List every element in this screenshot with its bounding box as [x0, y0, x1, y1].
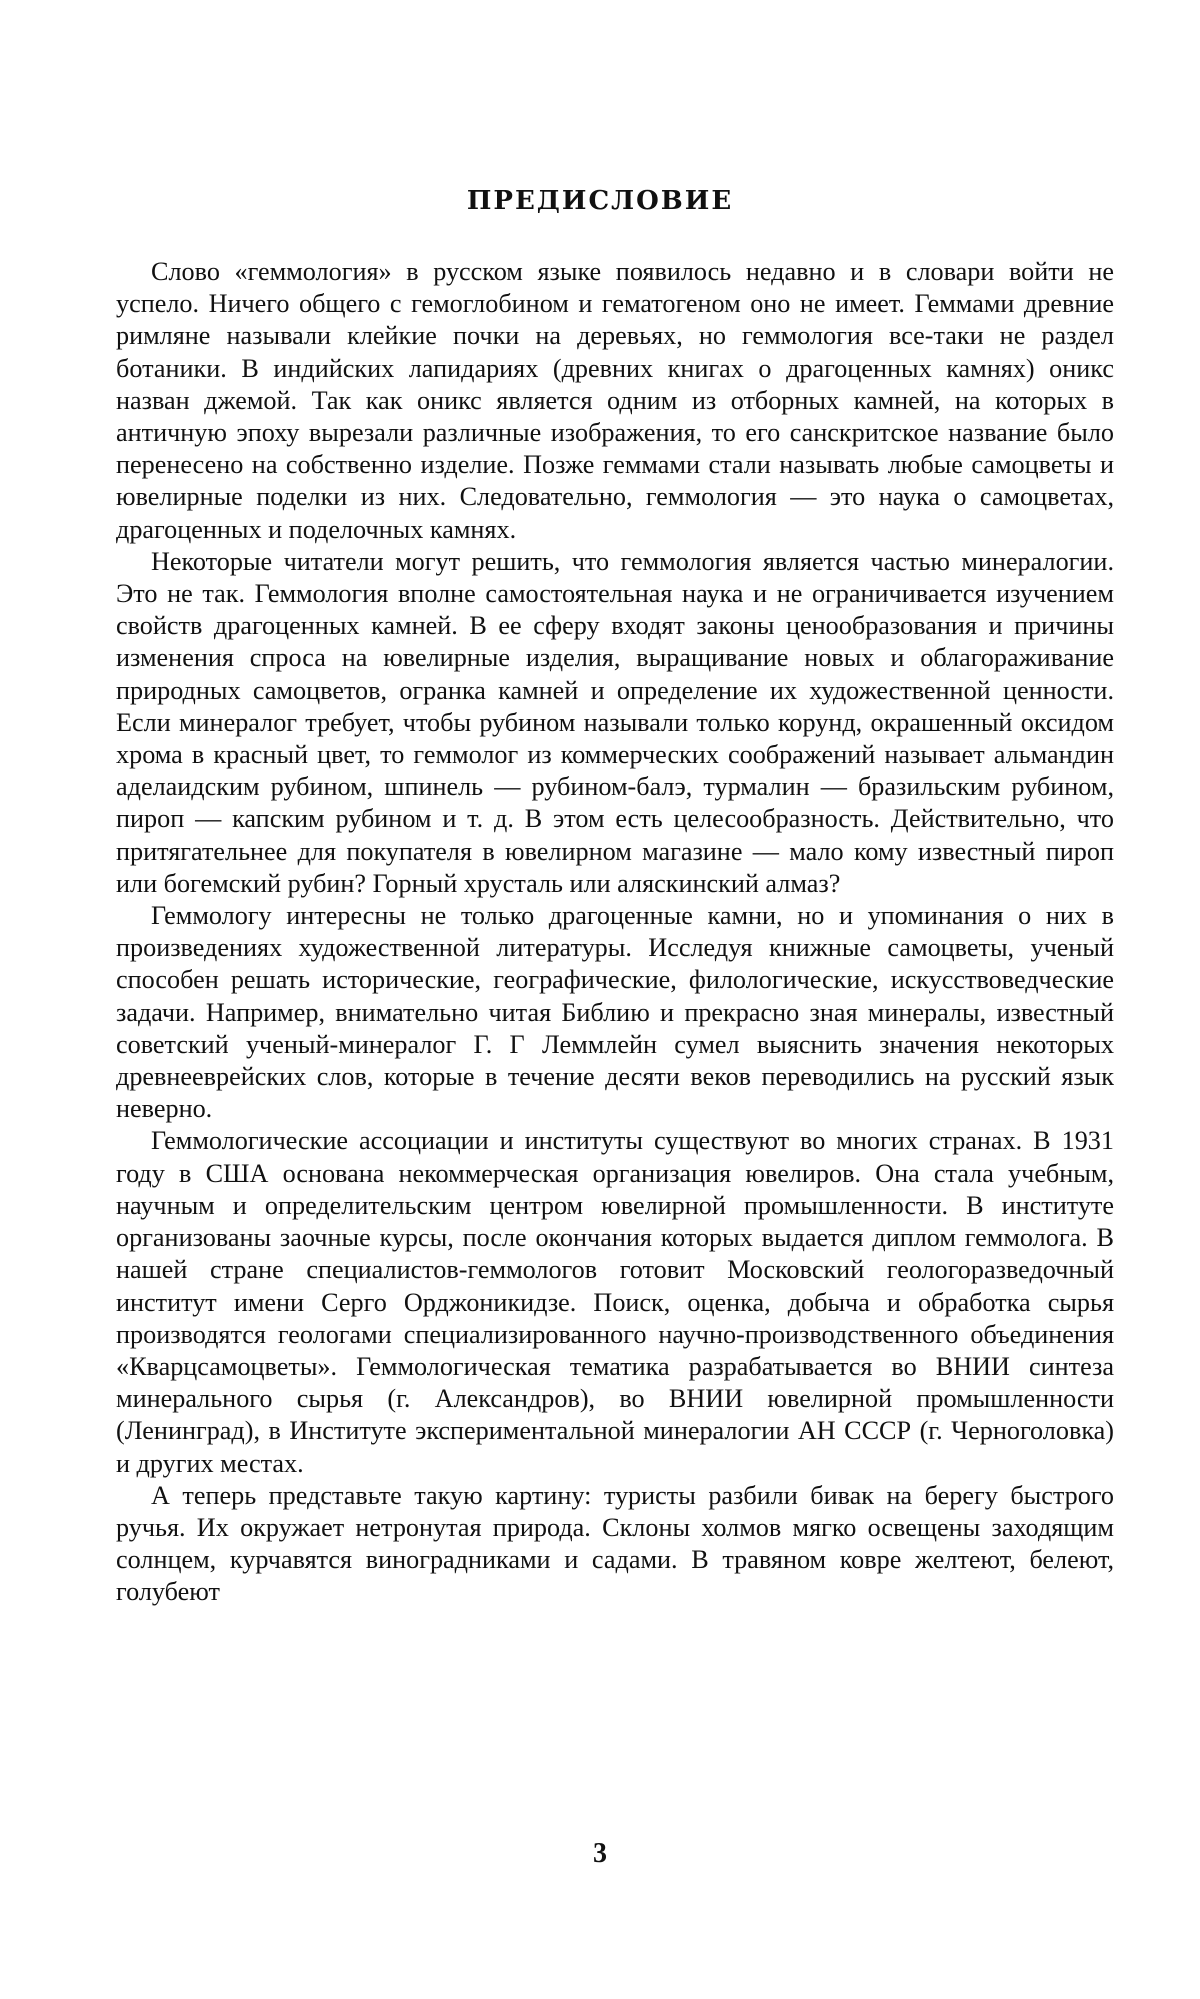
body-text	[116, 256, 1114, 1609]
paragraph-2: Некоторые читатели могут решить, что геммология является частью минералогии. Это не так. Геммология вполне самостоятельная наука и не ограничивается изучением свойств драгоценных камней. В ее сферу входят законы ценообразования и причины изменения спроса на ювелирные изделия, выращивание новых и облагораживание природных самоцветов, огранка камней и определение их художественной ценности. Если минералог требует, чтобы рубином называли только корунд, окрашенный оксидом хрома в красный цвет, то геммолог из коммерческих соображений называет альмандин аделаидским рубином, шпинель — рубином-балэ, турмалин — бразильским рубином, пироп — капским рубином и т. д. В этом есть целесообразность. Действительно, что притягательнее для покупателя в ювелирном магазине — мало кому известный пироп или богемский рубин? Горный хрусталь или аляскинский алмаз?	[116, 546, 1114, 898]
page-number: 3	[593, 1838, 607, 1869]
paragraph-1: Слово «геммология» в русском языке появилось недавно и в словари войти не успело. Ничего общего с гемоглобином и гематогеном оно не имеет. Геммами древние римляне называли клейкие почки на деревьях, но геммология все-таки не раздел ботаники. В индийских лапидариях (древних книгах о драгоценных камнях) оникс назван джемой. Так как оникс является одним из отборных камней, на которых в античную эпоху вырезали различные изображения, то его санскритское название было перенесено на собственно изделие. Позже геммами стали называть любые самоцветы и ювелирные поделки из них. Следовательно, геммология — это наука о самоцветах, драгоценных и поделочных камнях.	[116, 257, 1114, 544]
paragraph-4: Геммологические ассоциации и институты существуют во многих странах. В 1931 году в США основана некоммерческая организация ювелиров. Она стала учебным, научным и определительским центром ювелирной промышленности. В институте организованы заочные курсы, после окончания которых выдается диплом геммолога. В нашей стране специалистов-геммологов готовит Московский геологоразведочный институт имени Серго Орджоникидзе. Поиск, оценка, добыча и обработка сырья производятся геологами специализированного научно-производственного объединения «Кварцсамоцветы». Геммологическая тематика разрабатывается во ВНИИ синтеза минерального сырья (г. Александров), во ВНИИ ювелирной промышленности (Ленинград), в Институте экспериментальной минералогии АН СССР (г. Черноголовка) и других местах.	[116, 1126, 1114, 1478]
page-title: ПРЕДИСЛОВИЕ	[466, 186, 734, 216]
paragraph-3: Геммологу интересны не только драгоценные камни, но и упоминания о них в произведениях художественной литературы. Исследуя книжные самоцветы, ученый способен решать исторические, географические, филологические, искусствоведческие задачи. Например, внимательно читая Библию и прекрасно зная минералы, известный советский ученый-минералог Г. Г Леммлейн сумел выяснить значения некоторых древнееврейских слов, которые в течение десяти веков переводились на русский язык неверно.	[116, 901, 1114, 1124]
paragraph-5: А теперь представьте такую картину: туристы разбили бивак на берегу быстрого ручья. Их окружает нетронутая природа. Склоны холмов мягко освещены заходящим солнцем, курчавятся виноградниками и садами. В травяном ковре желтеют, белеют, голубеют	[116, 1480, 1114, 1607]
